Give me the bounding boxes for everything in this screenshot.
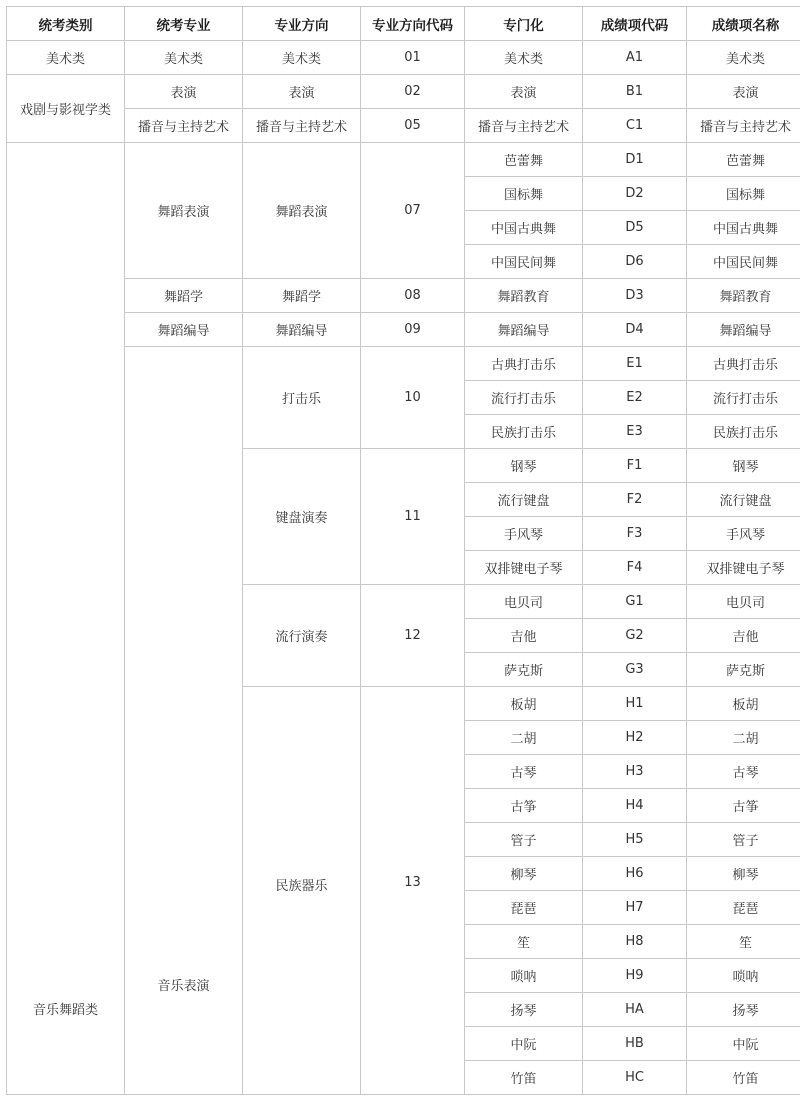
specialization-cell: 琵琶 xyxy=(465,891,583,925)
score-name-cell: 笙 xyxy=(687,925,800,959)
score-name-cell: 钢琴 xyxy=(687,449,800,483)
score-code-cell: D4 xyxy=(583,313,687,347)
score-code-cell: H7 xyxy=(583,891,687,925)
direction-code-cell: 09 xyxy=(361,313,465,347)
exam-major-cell: 舞蹈学 xyxy=(125,279,243,313)
major-direction-cell: 流行演奏 xyxy=(243,585,361,687)
score-code-cell: A1 xyxy=(583,41,687,75)
specialization-cell: 吉他 xyxy=(465,619,583,653)
specialization-cell: 笙 xyxy=(465,925,583,959)
specialization-cell: 表演 xyxy=(465,75,583,109)
header-specialization: 专门化 xyxy=(465,7,583,41)
direction-code-cell: 01 xyxy=(361,41,465,75)
specialization-cell: 流行打击乐 xyxy=(465,381,583,415)
specialization-cell: 管子 xyxy=(465,823,583,857)
exam-major-cell: 舞蹈编导 xyxy=(125,313,243,347)
score-name-cell: 古筝 xyxy=(687,789,800,823)
score-name-cell: 美术类 xyxy=(687,41,800,75)
score-code-cell: F4 xyxy=(583,551,687,585)
header-major-direction: 专业方向 xyxy=(243,7,361,41)
score-code-cell: H2 xyxy=(583,721,687,755)
score-code-cell: HC xyxy=(583,1061,687,1095)
direction-code-cell: 02 xyxy=(361,75,465,109)
table-row xyxy=(7,347,800,381)
score-code-cell: H4 xyxy=(583,789,687,823)
specialization-cell: 美术类 xyxy=(465,41,583,75)
score-name-cell: 板胡 xyxy=(687,687,800,721)
direction-code-cell: 10 xyxy=(361,347,465,449)
score-name-cell: 柳琴 xyxy=(687,857,800,891)
score-code-cell: H9 xyxy=(583,959,687,993)
score-name-cell: 古琴 xyxy=(687,755,800,789)
score-code-cell: HA xyxy=(583,993,687,1027)
table-header-row xyxy=(7,7,800,41)
specialization-cell: 芭蕾舞 xyxy=(465,143,583,177)
table-row xyxy=(7,41,800,75)
score-name-cell: 管子 xyxy=(687,823,800,857)
score-code-cell: H3 xyxy=(583,755,687,789)
score-name-cell: 扬琴 xyxy=(687,993,800,1027)
score-name-cell: 双排键电子琴 xyxy=(687,551,800,585)
score-name-cell: 中国古典舞 xyxy=(687,211,800,245)
score-code-cell: H8 xyxy=(583,925,687,959)
specialization-cell: 手风琴 xyxy=(465,517,583,551)
score-name-cell: 萨克斯 xyxy=(687,653,800,687)
specialization-cell: 古筝 xyxy=(465,789,583,823)
score-code-cell: H6 xyxy=(583,857,687,891)
header-exam-major: 统考专业 xyxy=(125,7,243,41)
table-row xyxy=(7,109,800,143)
score-name-cell: 电贝司 xyxy=(687,585,800,619)
specialization-cell: 电贝司 xyxy=(465,585,583,619)
exam-major-cell: 舞蹈表演 xyxy=(125,143,243,279)
specialization-cell: 双排键电子琴 xyxy=(465,551,583,585)
score-code-cell: H1 xyxy=(583,687,687,721)
table-row xyxy=(7,279,800,313)
score-name-cell: 芭蕾舞 xyxy=(687,143,800,177)
score-code-cell: HB xyxy=(583,1027,687,1061)
score-code-cell: D2 xyxy=(583,177,687,211)
table-row xyxy=(7,143,800,177)
score-name-cell: 竹笛 xyxy=(687,1061,800,1095)
major-direction-cell: 打击乐 xyxy=(243,347,361,449)
score-code-cell: H5 xyxy=(583,823,687,857)
score-name-cell: 国标舞 xyxy=(687,177,800,211)
score-name-cell: 唢呐 xyxy=(687,959,800,993)
score-name-cell: 流行打击乐 xyxy=(687,381,800,415)
header-score-item-code: 成绩项代码 xyxy=(583,7,687,41)
score-name-cell: 中阮 xyxy=(687,1027,800,1061)
specialization-cell: 舞蹈编导 xyxy=(465,313,583,347)
header-exam-category: 统考类别 xyxy=(7,7,125,41)
exam-major-cell: 表演 xyxy=(125,75,243,109)
exam-category-cell: 戏剧与影视学类 xyxy=(7,75,125,143)
direction-code-cell: 07 xyxy=(361,143,465,279)
score-code-cell: D5 xyxy=(583,211,687,245)
direction-code-cell: 08 xyxy=(361,279,465,313)
specialization-cell: 流行键盘 xyxy=(465,483,583,517)
direction-code-cell: 13 xyxy=(361,687,465,1095)
specialization-cell: 中阮 xyxy=(465,1027,583,1061)
specialization-cell: 舞蹈教育 xyxy=(465,279,583,313)
specialization-cell: 中国古典舞 xyxy=(465,211,583,245)
score-name-cell: 流行键盘 xyxy=(687,483,800,517)
direction-code-cell: 11 xyxy=(361,449,465,585)
exam-major-cell: 美术类 xyxy=(125,41,243,75)
score-name-cell: 二胡 xyxy=(687,721,800,755)
header-score-item-name: 成绩项名称 xyxy=(687,7,800,41)
specialization-cell: 板胡 xyxy=(465,687,583,721)
specialization-cell: 唢呐 xyxy=(465,959,583,993)
score-code-cell: B1 xyxy=(583,75,687,109)
header-direction-code: 专业方向代码 xyxy=(361,7,465,41)
specialization-cell: 民族打击乐 xyxy=(465,415,583,449)
major-direction-cell: 舞蹈编导 xyxy=(243,313,361,347)
score-code-cell: E2 xyxy=(583,381,687,415)
exam-category-cell: 美术类 xyxy=(7,41,125,75)
specialization-cell: 中国民间舞 xyxy=(465,245,583,279)
table-row xyxy=(7,75,800,109)
score-name-cell: 民族打击乐 xyxy=(687,415,800,449)
exam-major-cell: 播音与主持艺术 xyxy=(125,109,243,143)
score-code-cell: D3 xyxy=(583,279,687,313)
score-name-cell: 手风琴 xyxy=(687,517,800,551)
exam-major-cell: 音乐表演 xyxy=(125,347,243,1095)
score-code-cell: C1 xyxy=(583,109,687,143)
direction-code-cell: 05 xyxy=(361,109,465,143)
specialization-cell: 播音与主持艺术 xyxy=(465,109,583,143)
score-name-cell: 播音与主持艺术 xyxy=(687,109,800,143)
specialization-cell: 钢琴 xyxy=(465,449,583,483)
score-code-cell: G2 xyxy=(583,619,687,653)
major-direction-cell: 美术类 xyxy=(243,41,361,75)
score-name-cell: 琵琶 xyxy=(687,891,800,925)
exam-category-table xyxy=(6,6,800,1095)
specialization-cell: 柳琴 xyxy=(465,857,583,891)
score-code-cell: F1 xyxy=(583,449,687,483)
specialization-cell: 扬琴 xyxy=(465,993,583,1027)
major-direction-cell: 民族器乐 xyxy=(243,687,361,1095)
score-name-cell: 舞蹈编导 xyxy=(687,313,800,347)
major-direction-cell: 舞蹈学 xyxy=(243,279,361,313)
major-direction-cell: 舞蹈表演 xyxy=(243,143,361,279)
score-code-cell: G1 xyxy=(583,585,687,619)
specialization-cell: 二胡 xyxy=(465,721,583,755)
specialization-cell: 萨克斯 xyxy=(465,653,583,687)
table-row xyxy=(7,313,800,347)
score-name-cell: 表演 xyxy=(687,75,800,109)
score-name-cell: 吉他 xyxy=(687,619,800,653)
score-code-cell: E3 xyxy=(583,415,687,449)
score-code-cell: F2 xyxy=(583,483,687,517)
specialization-cell: 国标舞 xyxy=(465,177,583,211)
score-code-cell: G3 xyxy=(583,653,687,687)
specialization-cell: 古典打击乐 xyxy=(465,347,583,381)
score-code-cell: D1 xyxy=(583,143,687,177)
score-name-cell: 舞蹈教育 xyxy=(687,279,800,313)
score-code-cell: F3 xyxy=(583,517,687,551)
specialization-cell: 古琴 xyxy=(465,755,583,789)
score-code-cell: D6 xyxy=(583,245,687,279)
major-direction-cell: 播音与主持艺术 xyxy=(243,109,361,143)
major-direction-cell: 表演 xyxy=(243,75,361,109)
specialization-cell: 竹笛 xyxy=(465,1061,583,1095)
score-code-cell: E1 xyxy=(583,347,687,381)
exam-category-cell: 音乐舞蹈类 xyxy=(7,143,125,1095)
score-name-cell: 中国民间舞 xyxy=(687,245,800,279)
score-name-cell: 古典打击乐 xyxy=(687,347,800,381)
major-direction-cell: 键盘演奏 xyxy=(243,449,361,585)
direction-code-cell: 12 xyxy=(361,585,465,687)
